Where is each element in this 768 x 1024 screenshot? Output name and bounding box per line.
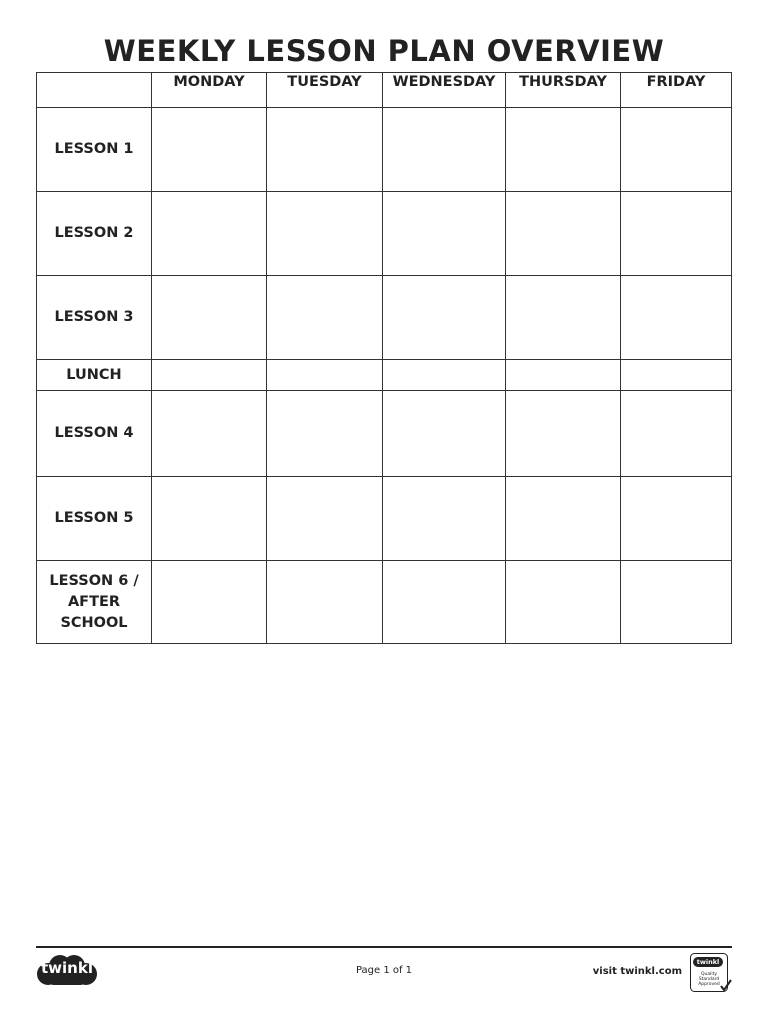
plan-cell[interactable] [506, 360, 621, 391]
row-label-line: SCHOOL [60, 614, 128, 631]
plan-cell[interactable] [506, 477, 621, 561]
row-label-lesson-6 [37, 561, 152, 644]
row-label-lunch: LUNCH [37, 360, 152, 391]
plan-cell[interactable] [506, 276, 621, 360]
plan-cell[interactable] [383, 276, 506, 360]
plan-cell[interactable] [152, 561, 267, 644]
header-thursday: THURSDAY [506, 73, 621, 108]
page-number: Page 1 of 1 [355, 965, 413, 976]
plan-cell[interactable] [506, 108, 621, 192]
quality-badge [690, 953, 732, 993]
footer-divider [36, 946, 732, 948]
plan-cell[interactable] [383, 192, 506, 276]
plan-cell[interactable] [267, 477, 383, 561]
plan-cell[interactable] [383, 477, 506, 561]
corner-cell [37, 73, 152, 108]
plan-cell[interactable] [506, 561, 621, 644]
plan-cell[interactable] [267, 360, 383, 391]
table-row [37, 391, 732, 477]
row-label-line: LESSON 6 / [49, 572, 139, 589]
row-label-lesson-3: LESSON 3 [37, 276, 152, 360]
plan-cell[interactable] [152, 108, 267, 192]
header-monday: MONDAY [152, 73, 267, 108]
row-label-lesson-4: LESSON 4 [37, 391, 152, 477]
plan-cell[interactable] [383, 561, 506, 644]
header-tuesday: TUESDAY [267, 73, 383, 108]
plan-cell[interactable] [621, 276, 732, 360]
plan-cell[interactable] [152, 391, 267, 477]
site-link[interactable]: visit twinkl.com [592, 966, 682, 977]
logo-text: twinkl [41, 959, 93, 977]
plan-cell[interactable] [621, 108, 732, 192]
plan-cell[interactable] [621, 477, 732, 561]
badge-brand: twinkl [693, 957, 723, 967]
table-row [37, 276, 732, 360]
header-friday: FRIDAY [621, 73, 732, 108]
table-row [37, 360, 732, 391]
header-wednesday: WEDNESDAY [383, 73, 506, 108]
plan-cell[interactable] [267, 391, 383, 477]
row-label-lesson-2: LESSON 2 [37, 192, 152, 276]
plan-cell[interactable] [152, 276, 267, 360]
plan-cell[interactable] [506, 192, 621, 276]
row-label-lesson-1: LESSON 1 [37, 108, 152, 192]
row-label-line: AFTER [67, 593, 121, 610]
plan-cell[interactable] [383, 360, 506, 391]
row-label-lesson-5: LESSON 5 [37, 477, 152, 561]
plan-cell[interactable] [152, 360, 267, 391]
badge-line: Quality Standard [698, 972, 720, 982]
plan-cell[interactable] [383, 391, 506, 477]
table-row [37, 108, 732, 192]
plan-cell[interactable] [621, 561, 732, 644]
plan-cell[interactable] [267, 108, 383, 192]
lesson-plan-table [36, 72, 732, 644]
table-header-row [37, 73, 732, 108]
plan-cell[interactable] [152, 477, 267, 561]
plan-cell[interactable] [267, 192, 383, 276]
table-row [37, 477, 732, 561]
table-row [37, 192, 732, 276]
plan-cell[interactable] [267, 561, 383, 644]
plan-cell[interactable] [152, 192, 267, 276]
badge-line: Approved [698, 982, 720, 987]
plan-cell[interactable] [621, 192, 732, 276]
table-row [37, 561, 732, 644]
plan-cell[interactable] [621, 360, 732, 391]
page-title: WEEKLY LESSON PLAN OVERVIEW [103, 34, 665, 68]
plan-cell[interactable] [267, 276, 383, 360]
plan-cell[interactable] [383, 108, 506, 192]
plan-cell[interactable] [621, 391, 732, 477]
badge-text [691, 972, 727, 987]
plan-cell[interactable] [506, 391, 621, 477]
